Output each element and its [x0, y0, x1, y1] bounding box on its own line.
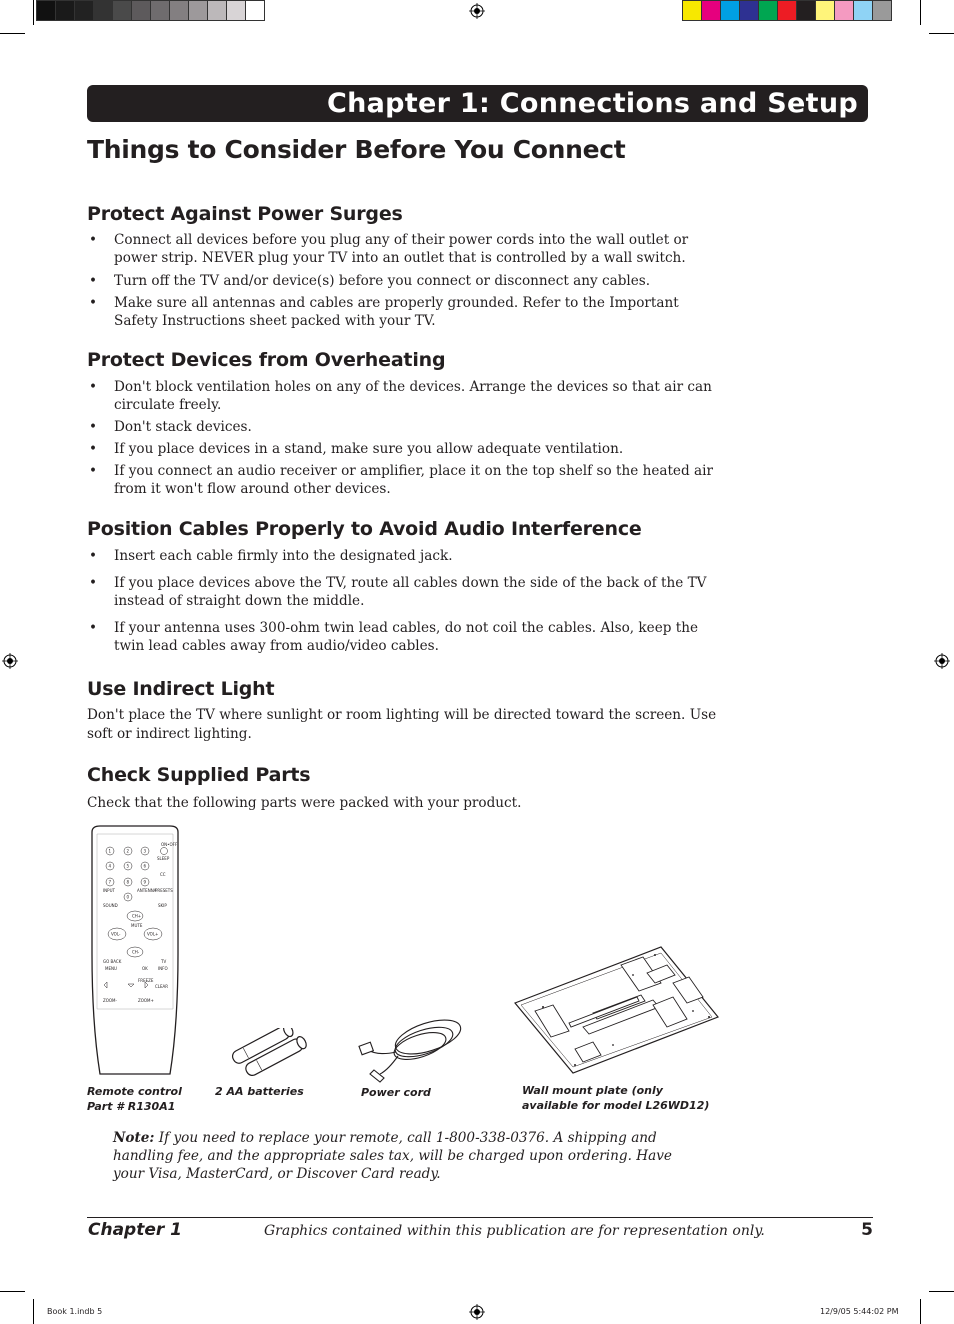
- list-item: • If your antenna uses 300-ohm twin lead cables, do not coil the cables. Also, keep the twin lead cables away from audio/video cables.: [87, 619, 717, 655]
- wall-mount-plate-illustration: [513, 945, 721, 1075]
- list-item: • Turn off the TV and/or device(s) before you connect or disconnect any cables.: [87, 272, 717, 290]
- print-slug-file: Book 1.indb 5: [47, 1307, 103, 1316]
- color-swatch: [55, 0, 75, 21]
- list-item: • Don't block ventilation holes on any of the devices. Arrange the devices so that air can circulate freely.: [87, 378, 717, 414]
- registration-mark-icon: [934, 653, 950, 669]
- key-label: 7: [108, 879, 112, 885]
- color-swatch: [720, 0, 740, 21]
- wall-plate-caption: [522, 1083, 709, 1113]
- crop-mark: [929, 33, 954, 34]
- remote-label-clear: CLEAR: [155, 984, 169, 989]
- crop-mark: [0, 33, 25, 34]
- remote-label-info: INFO: [158, 966, 168, 971]
- remote-label-sleep: SLEEP: [157, 856, 170, 861]
- list-item: • Connect all devices before you plug any of their power cords into the wall outlet or power strip. NEVER plug your TV into an outlet that is controlled by a wall switch.: [87, 231, 717, 267]
- list-item: • Make sure all antennas and cables are properly grounded. Refer to the Important Safety Instructions sheet packed with your TV.: [87, 294, 717, 330]
- batteries-illustration: [228, 1028, 308, 1076]
- note-label: Note:: [113, 1130, 155, 1146]
- remote-label-input: INPUT: [103, 888, 115, 893]
- remote-label-ok: OK: [142, 966, 148, 971]
- section-heading-power-surges: Protect Against Power Surges: [87, 203, 403, 225]
- key-label: 9: [143, 879, 147, 885]
- registration-mark-icon: [469, 1304, 485, 1320]
- page-number: 5: [861, 1220, 873, 1240]
- section-heading-cables: Position Cables Properly to Avoid Audio Interference: [87, 518, 642, 540]
- note-text: If you need to replace your remote, call 1-800-338-0376. A shipping and handling fee, and the appropriate sales tax, will be charged upon ordering. Have your Visa, MasterCard, or Discover Card ready.: [113, 1130, 672, 1182]
- remote-label-ch-down: CH-: [132, 949, 140, 955]
- color-swatch: [74, 0, 94, 21]
- key-label: 2: [126, 848, 130, 854]
- color-swatch: [188, 0, 208, 21]
- crop-mark: [0, 1291, 25, 1292]
- remote-label-tv: TV: [161, 959, 167, 964]
- power-cord-caption: Power cord: [361, 1086, 431, 1099]
- key-label: 4: [108, 863, 112, 869]
- color-swatch: [701, 0, 721, 21]
- grayscale-color-bar: [37, 0, 265, 21]
- remote-label-zoom-plus: ZOOM+: [138, 998, 154, 1003]
- color-swatch: [758, 0, 778, 21]
- footer-disclaimer: Graphics contained within this publication are for representation only.: [264, 1223, 765, 1239]
- list-item: • If you place devices above the TV, route all cables down the side of the back of the TV instead of straight down the middle.: [87, 574, 717, 610]
- key-label: 1: [108, 848, 112, 854]
- remote-label-go-back: GO BACK: [103, 959, 122, 964]
- remote-label-skip: SKIP: [158, 903, 167, 908]
- list-item: • If you connect an audio receiver or amplifier, place it on the top shelf so the heated air from it won't flow around other devices.: [87, 462, 717, 498]
- color-swatch: [226, 0, 246, 21]
- color-swatch: [796, 0, 816, 21]
- crop-mark: [33, 0, 34, 25]
- key-label: 0: [126, 894, 130, 900]
- overheating-list: [87, 378, 717, 498]
- cables-list: [87, 547, 717, 655]
- remote-label-sound: SOUND: [103, 903, 118, 908]
- color-swatch: [739, 0, 759, 21]
- color-swatch: [131, 0, 151, 21]
- remote-label-presets: PRESETS: [155, 888, 173, 893]
- remote-label-vol-plus: VOL+: [147, 931, 159, 937]
- remote-label-zoom-minus: ZOOM-: [103, 998, 117, 1003]
- color-swatch: [834, 0, 854, 21]
- registration-mark-icon: [2, 653, 18, 669]
- power-cord-illustration: [358, 1012, 468, 1084]
- color-swatch: [245, 0, 265, 21]
- remote-label-antenna: ANTENNA: [137, 888, 157, 893]
- color-swatch: [777, 0, 797, 21]
- remote-label-menu: MENU: [105, 966, 117, 971]
- color-swatch: [36, 0, 56, 21]
- color-swatch: [93, 0, 113, 21]
- color-swatch: [872, 0, 892, 21]
- color-swatch: [682, 0, 702, 21]
- footer-divider: [87, 1217, 873, 1218]
- process-color-bar: [683, 0, 892, 21]
- color-swatch: [112, 0, 132, 21]
- remote-label-vol-minus: VOL-: [111, 931, 121, 937]
- section-heading-indirect-light: Use Indirect Light: [87, 678, 275, 700]
- crop-mark: [920, 1299, 921, 1324]
- power-surges-list: [87, 231, 717, 330]
- section-heading-supplied-parts: Check Supplied Parts: [87, 764, 311, 786]
- crop-mark: [33, 1299, 34, 1324]
- caption-line: available for model L26WD12): [522, 1099, 710, 1112]
- caption-line: Wall mount plate (only: [522, 1084, 663, 1097]
- crop-mark: [929, 1291, 954, 1292]
- replacement-note: [113, 1129, 703, 1183]
- remote-control-illustration: [88, 824, 182, 1078]
- list-item: • If you place devices in a stand, make sure you allow adequate ventilation.: [87, 440, 717, 458]
- remote-label-ch-up: CH+: [132, 913, 142, 919]
- chapter-banner-title: Chapter 1: Connections and Setup: [326, 88, 858, 119]
- list-item: • Insert each cable firmly into the designated jack.: [87, 547, 717, 565]
- key-label: 5: [126, 863, 130, 869]
- key-label: 3: [143, 848, 147, 854]
- color-swatch: [853, 0, 873, 21]
- remote-label-cc: CC: [160, 872, 166, 877]
- remote-caption: [87, 1084, 182, 1114]
- batteries-caption: 2 AA batteries: [215, 1085, 304, 1098]
- indirect-light-text: Don't place the TV where sunlight or room lighting will be directed toward the screen. Use soft or indirect lighting.: [87, 707, 717, 742]
- list-item: • Don't stack devices.: [87, 418, 717, 436]
- chapter-banner: [87, 85, 868, 122]
- crop-mark: [920, 0, 921, 25]
- registration-mark-icon: [469, 3, 485, 19]
- supplied-parts-text: Check that the following parts were packed with your product.: [87, 795, 522, 811]
- remote-label-mute: MUTE: [131, 923, 143, 928]
- caption-line: Part # R130A1: [87, 1100, 176, 1113]
- remote-label-freeze: FREEZE: [138, 978, 154, 983]
- color-swatch: [815, 0, 835, 21]
- remote-label-onoff: ON•OFF: [161, 842, 178, 847]
- page-title: Things to Consider Before You Connect: [87, 135, 626, 164]
- key-label: 8: [126, 879, 130, 885]
- footer-chapter: Chapter 1: [88, 1220, 183, 1240]
- color-swatch: [169, 0, 189, 21]
- color-swatch: [150, 0, 170, 21]
- print-slug-timestamp: 12/9/05 5:44:02 PM: [820, 1307, 899, 1316]
- color-swatch: [207, 0, 227, 21]
- caption-line: Remote control: [87, 1085, 182, 1098]
- key-label: 6: [143, 863, 147, 869]
- section-heading-overheating: Protect Devices from Overheating: [87, 349, 446, 371]
